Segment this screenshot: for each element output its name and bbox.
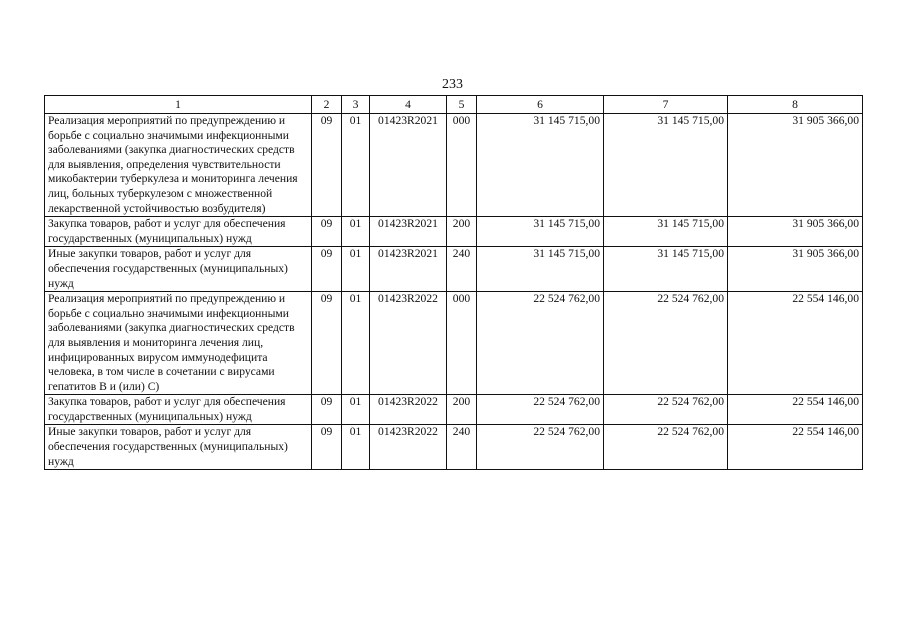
row-section-code: 09 (312, 292, 342, 395)
row-subsection-code: 01 (342, 247, 370, 292)
row-description: Закупка товаров, работ и услуг для обеспечения государственных (муниципальных) нужд (45, 395, 312, 425)
budget-table (44, 95, 863, 470)
row-amount-col-7: 31 145 715,00 (604, 247, 728, 292)
row-amount-col-8: 31 905 366,00 (728, 217, 863, 247)
row-description: Закупка товаров, работ и услуг для обеспечения государственных (муниципальных) нужд (45, 217, 312, 247)
row-target-article-code: 01423R2022 (370, 395, 447, 425)
table-row (45, 425, 863, 470)
row-description: Иные закупки товаров, работ и услуг для обеспечения государственных (муниципальных) нужд (45, 247, 312, 292)
row-amount-col-8: 22 554 146,00 (728, 292, 863, 395)
row-target-article-code: 01423R2021 (370, 217, 447, 247)
row-target-article-code: 01423R2021 (370, 247, 447, 292)
row-amount-col-6: 22 524 762,00 (477, 425, 604, 470)
row-subsection-code: 01 (342, 217, 370, 247)
row-description: Реализация мероприятий по предупреждению и борьбе с социально значимыми инфекционными заболеваниями (закупка диагностических средств для выявления и мониторинга лечения лиц, инфицированных вирусом иммунодефицита человека, в том числе в сочетании с вирусами гепатитов В и (или) С) (45, 292, 312, 395)
table-row (45, 114, 863, 217)
header-col-3: 3 (342, 96, 370, 114)
table-row (45, 217, 863, 247)
header-col-4: 4 (370, 96, 447, 114)
row-expense-type-code: 240 (447, 247, 477, 292)
row-target-article-code: 01423R2022 (370, 425, 447, 470)
row-subsection-code: 01 (342, 292, 370, 395)
row-section-code: 09 (312, 114, 342, 217)
header-col-5: 5 (447, 96, 477, 114)
row-expense-type-code: 000 (447, 114, 477, 217)
row-amount-col-6: 31 145 715,00 (477, 247, 604, 292)
row-amount-col-7: 22 524 762,00 (604, 395, 728, 425)
row-subsection-code: 01 (342, 425, 370, 470)
row-amount-col-6: 31 145 715,00 (477, 114, 604, 217)
row-expense-type-code: 240 (447, 425, 477, 470)
header-col-2: 2 (312, 96, 342, 114)
page-number: 233 (442, 77, 463, 92)
table-row (45, 292, 863, 395)
row-expense-type-code: 200 (447, 217, 477, 247)
table-row (45, 247, 863, 292)
row-amount-col-8: 31 905 366,00 (728, 247, 863, 292)
row-subsection-code: 01 (342, 114, 370, 217)
row-amount-col-7: 31 145 715,00 (604, 114, 728, 217)
header-col-6: 6 (477, 96, 604, 114)
row-section-code: 09 (312, 425, 342, 470)
row-amount-col-8: 22 554 146,00 (728, 395, 863, 425)
row-target-article-code: 01423R2021 (370, 114, 447, 217)
row-amount-col-7: 22 524 762,00 (604, 425, 728, 470)
row-amount-col-8: 31 905 366,00 (728, 114, 863, 217)
row-section-code: 09 (312, 247, 342, 292)
row-amount-col-7: 31 145 715,00 (604, 217, 728, 247)
row-description: Реализация мероприятий по предупреждению и борьбе с социально значимыми инфекционными заболеваниями (закупка диагностических средств для выявления, определения чувствительности микобактерии туберкулеза и мониторинга лечения лиц, больных туберкулезом с множественной лекарственной устойчивостью возбудителя) (45, 114, 312, 217)
row-amount-col-6: 22 524 762,00 (477, 395, 604, 425)
row-expense-type-code: 200 (447, 395, 477, 425)
header-col-1: 1 (45, 96, 312, 114)
row-amount-col-8: 22 554 146,00 (728, 425, 863, 470)
header-col-8: 8 (728, 96, 863, 114)
row-amount-col-7: 22 524 762,00 (604, 292, 728, 395)
table-row (45, 395, 863, 425)
header-col-7: 7 (604, 96, 728, 114)
row-description: Иные закупки товаров, работ и услуг для обеспечения государственных (муниципальных) нужд (45, 425, 312, 470)
row-section-code: 09 (312, 395, 342, 425)
row-target-article-code: 01423R2022 (370, 292, 447, 395)
row-amount-col-6: 31 145 715,00 (477, 217, 604, 247)
row-section-code: 09 (312, 217, 342, 247)
row-amount-col-6: 22 524 762,00 (477, 292, 604, 395)
header-row (45, 96, 863, 114)
row-subsection-code: 01 (342, 395, 370, 425)
row-expense-type-code: 000 (447, 292, 477, 395)
